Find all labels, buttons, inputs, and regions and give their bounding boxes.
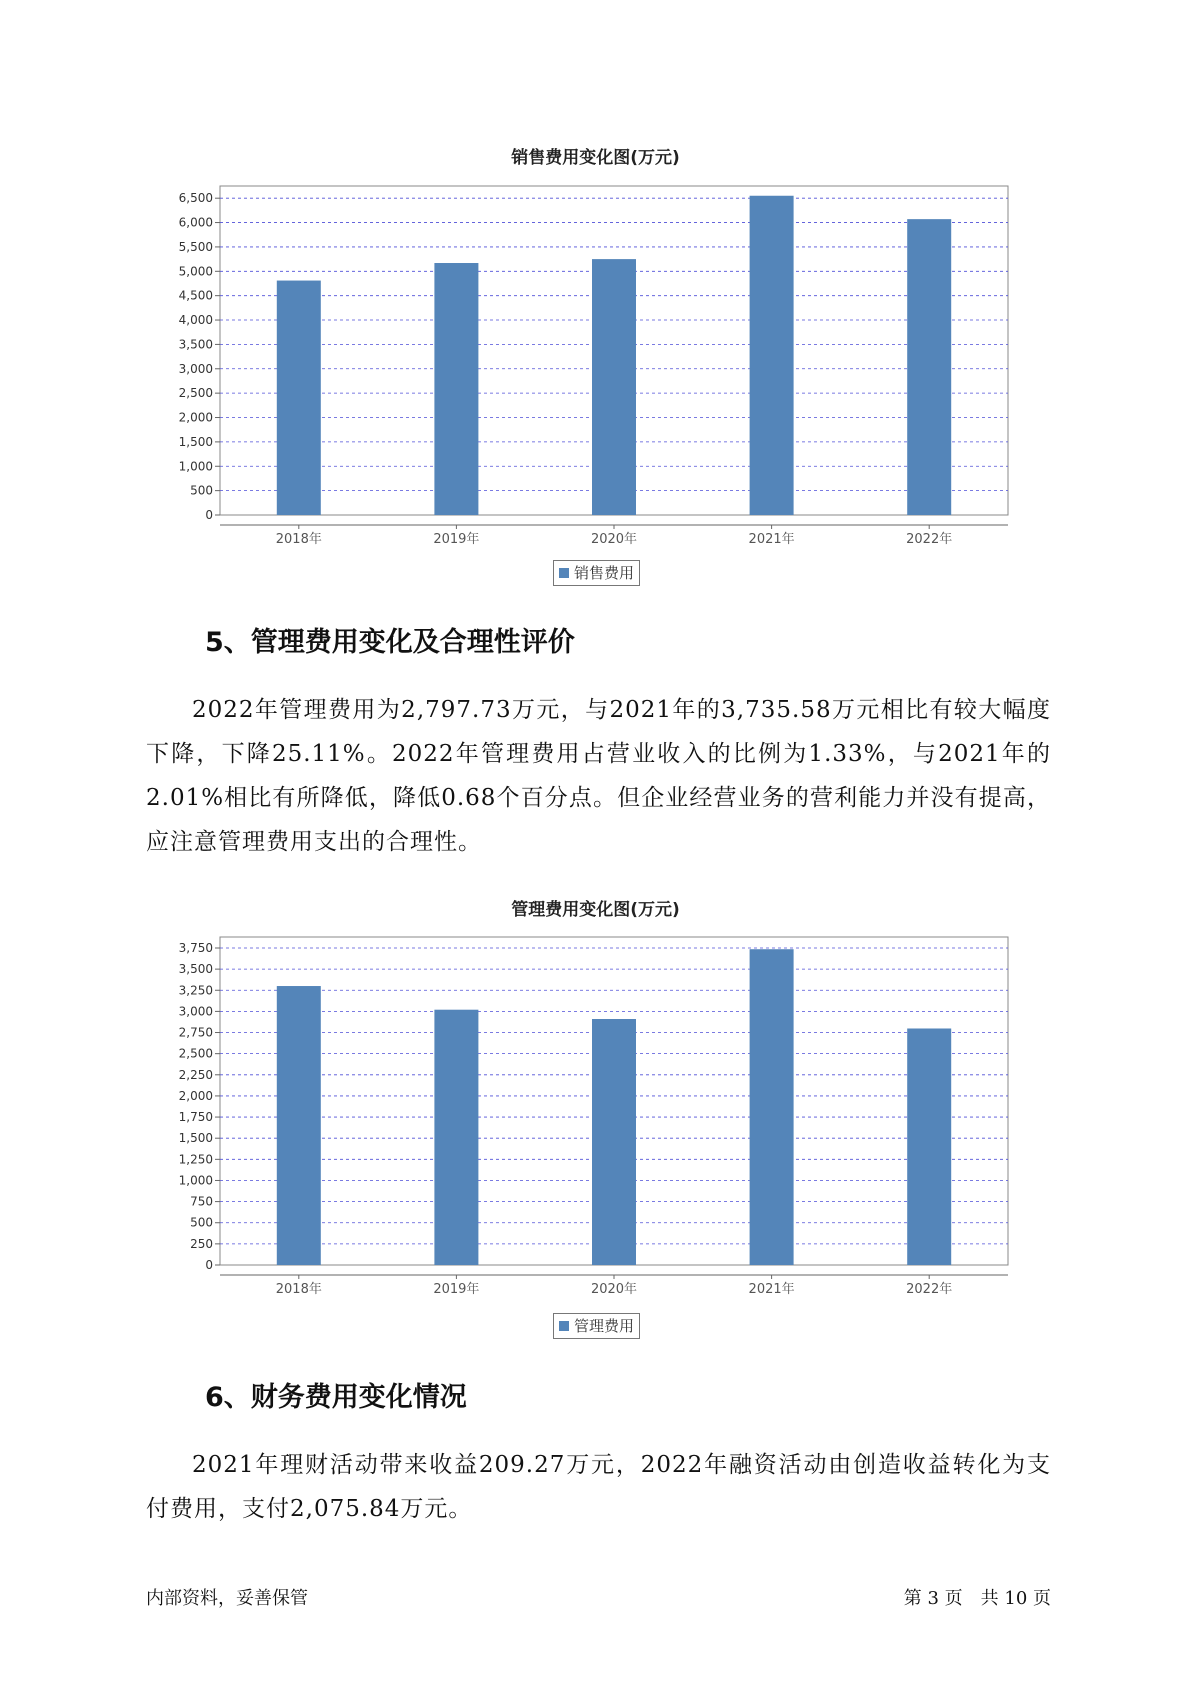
bar bbox=[592, 1019, 636, 1265]
bar bbox=[434, 1010, 478, 1265]
bar bbox=[750, 949, 794, 1265]
y-tick-label: 2,750 bbox=[178, 1025, 213, 1040]
legend-label: 销售费用 bbox=[574, 564, 635, 582]
x-tick-label: 2018年 bbox=[275, 532, 322, 547]
x-tick-label: 2020年 bbox=[590, 1282, 638, 1297]
y-tick-label: 3,750 bbox=[178, 940, 213, 955]
y-tick-label: 4,500 bbox=[178, 288, 213, 303]
x-tick-label: 2018年 bbox=[275, 1282, 322, 1297]
y-tick-label: 1,000 bbox=[178, 459, 213, 474]
y-tick-label: 6,000 bbox=[178, 215, 213, 230]
x-tick-label: 2021年 bbox=[748, 532, 795, 547]
admin-chart-legend bbox=[553, 1313, 640, 1339]
y-tick-label: 1,000 bbox=[178, 1173, 213, 1188]
y-tick-label: 3,000 bbox=[178, 361, 213, 376]
y-tick-label: 1,750 bbox=[178, 1110, 213, 1125]
x-tick-label: 2022年 bbox=[906, 1282, 953, 1297]
y-tick-label: 500 bbox=[190, 483, 213, 498]
legend-swatch bbox=[559, 1321, 569, 1331]
bar bbox=[907, 1028, 951, 1265]
y-tick-label: 3,000 bbox=[178, 1004, 213, 1019]
y-tick-label: 3,250 bbox=[178, 983, 213, 998]
y-tick-label: 2,000 bbox=[178, 410, 213, 425]
section-5-paragraph: 2022年管理费用为2,797.73万元，与2021年的3,735.58万元相比有较大幅度下降，下降25.11%。2022年管理费用占营业收入的比例为1.33%，与2021年的2.01%相比有所降低，降低0.68个百分点。但企业经营业务的营利能力并没有提高，应注意管理费用支出的合理性。 bbox=[146, 697, 1051, 855]
y-tick-label: 3,500 bbox=[178, 962, 213, 977]
section-5-heading: 5、管理费用变化及合理性评价 bbox=[205, 627, 575, 658]
footer-page-number: 第 3 页 共 10 页 bbox=[903, 1588, 1051, 1609]
y-tick-label: 5,500 bbox=[178, 239, 213, 254]
y-tick-label: 1,250 bbox=[178, 1152, 213, 1167]
y-tick-label: 750 bbox=[190, 1194, 213, 1209]
y-tick-label: 1,500 bbox=[178, 434, 213, 449]
x-tick-label: 2020年 bbox=[590, 532, 638, 547]
y-tick-label: 3,500 bbox=[178, 337, 213, 352]
legend-label: 管理费用 bbox=[574, 1317, 635, 1335]
bar bbox=[277, 986, 321, 1265]
y-tick-label: 0 bbox=[205, 508, 213, 522]
y-tick-label: 2,000 bbox=[178, 1088, 213, 1103]
x-tick-label: 2021年 bbox=[748, 1282, 795, 1297]
sales-chart-title: 销售费用变化图(万元) bbox=[511, 148, 680, 168]
y-tick-label: 0 bbox=[205, 1258, 213, 1272]
y-tick-label: 2,250 bbox=[178, 1067, 213, 1082]
y-tick-label: 1,500 bbox=[178, 1131, 213, 1146]
y-tick-label: 500 bbox=[190, 1215, 213, 1230]
y-tick-label: 2,500 bbox=[178, 386, 213, 401]
footer-confidential-note: 内部资料，妥善保管 bbox=[146, 1588, 308, 1609]
y-tick-label: 250 bbox=[190, 1236, 213, 1251]
y-tick-label: 5,000 bbox=[178, 264, 213, 279]
admin-chart-title: 管理费用变化图(万元) bbox=[511, 900, 680, 920]
x-tick-label: 2019年 bbox=[433, 1282, 480, 1297]
x-tick-label: 2022年 bbox=[906, 532, 953, 547]
y-tick-label: 4,000 bbox=[178, 313, 213, 328]
section-6-paragraph: 2021年理财活动带来收益209.27万元，2022年融资活动由创造收益转化为支付费用，支付2,075.84万元。 bbox=[146, 1452, 1051, 1522]
x-tick-label: 2019年 bbox=[433, 532, 480, 547]
y-tick-label: 2,500 bbox=[178, 1046, 213, 1061]
y-tick-label: 6,500 bbox=[178, 191, 213, 206]
section-6-heading: 6、财务费用变化情况 bbox=[205, 1382, 467, 1413]
